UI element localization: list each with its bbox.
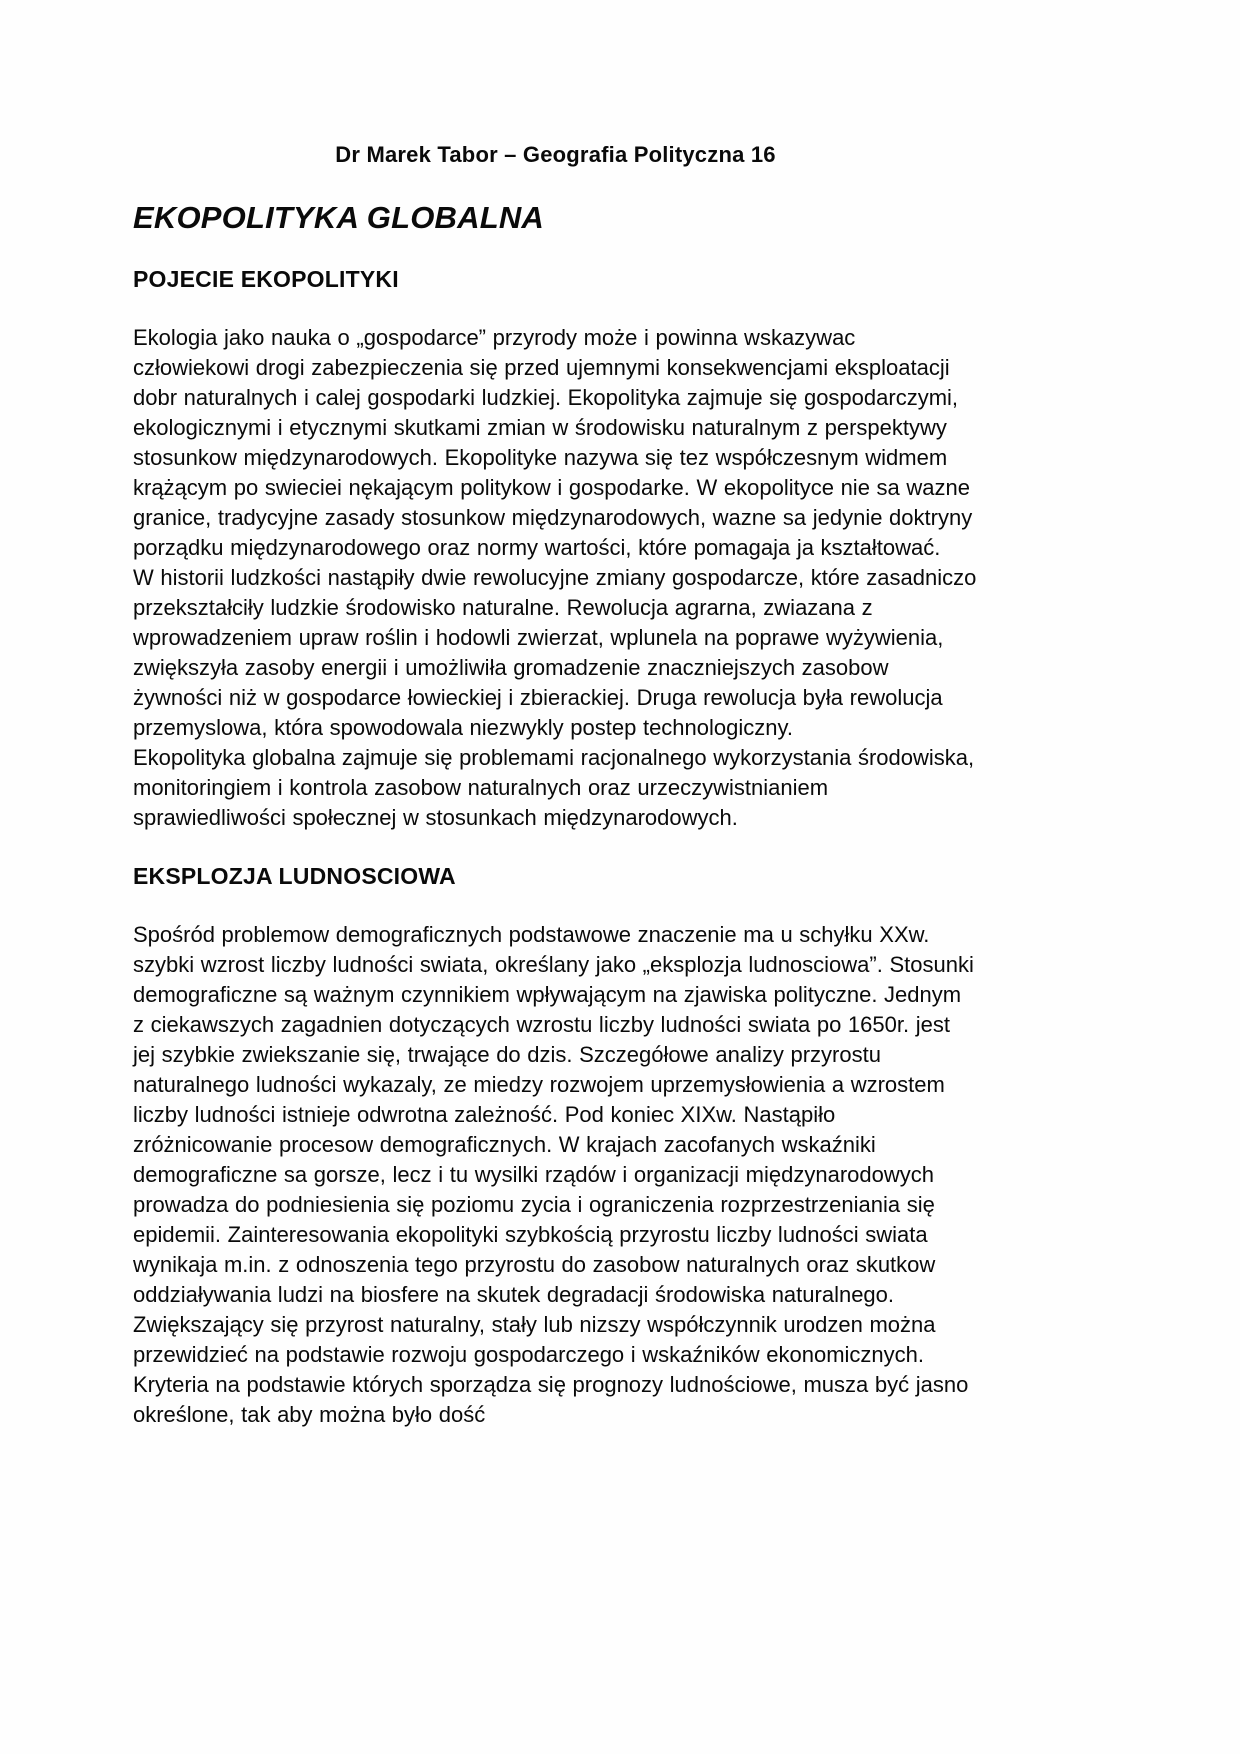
paragraph: Ekopolityka globalna zajmuje się problemami racjonalnego wykorzystania środowiska, monitoringiem i kontrola zasobow naturalnych oraz urzeczywistnianiem sprawiedliwości społecznej w stosunkach międzynarodowych. <box>133 745 975 830</box>
paragraph: W historii ludzkości nastąpiły dwie rewolucyjne zmiany gospodarcze, które zasadniczo przekształciły ludzkie środowisko naturalne. Rewolucja agrarna, zwiazana z wprowadzeniem upraw roślin i hodowli zwierzat, wplunela na poprawe wyżywienia, zwiększyła zasoby energii i umożliwiła gromadzenie znaczniejszych zasobow żywności niż w gospodarce łowieckiej i zbierackiej. Druga rewolucja była rewolucja przemyslowa, która spowodowala niezwykly postep technologiczny. <box>133 565 977 740</box>
document-header: Dr Marek Tabor – Geografia Polityczna 16 <box>335 142 776 167</box>
section-pojecie-ekopolityki <box>133 265 978 833</box>
document-title: EKOPOLITYKA GLOBALNA <box>133 200 545 235</box>
section-heading-eksplozja-ludnosciowa: EKSPLOZJA LUDNOSCIOWA <box>133 863 456 889</box>
document-content <box>133 142 978 1430</box>
paragraph: Ekologia jako nauka o „gospodarce” przyrody może i powinna wskazywac człowiekowi drogi zabezpieczenia się przed ujemnymi konsekwencjami eksploatacji dobr naturalnych i calej gospodarki ludzkiej. Ekopolityka zajmuje się gospodarczymi, ekologicznymi i etycznymi skutkami zmian w środowisku naturalnym z perspektywy stosunkow międzynarodowych. Ekopolityke nazywa się tez współczesnym widmem krążącym po swieciei nękającym politykow i gospodarke. W ekopolityce nie sa wazne granice, tradycyjne zasady stosunkow międzynarodowych, wazne sa jedynie doktryny porządku międzynarodowego oraz normy wartości, które pomagaja ja kształtować. <box>133 325 973 560</box>
section-heading-pojecie-ekopolityki: POJECIE EKOPOLITYKI <box>133 266 399 292</box>
paragraph: Spośród problemow demograficznych podstawowe znaczenie ma u schyłku XXw. szybki wzrost liczby ludności swiata, określany jako „eksplozja ludnosciowa”. Stosunki demograficzne są ważnym czynnikiem wpływającym na zjawiska polityczne. Jednym z ciekawszych zagadnien dotyczących wzrostu liczby ludności swiata po 1650r. jest jej szybkie zwiekszanie się, trwające do dzis. Szczegółowe analizy przyrostu naturalnego ludności wykazaly, ze miedzy rozwojem uprzemysłowienia a wzrostem liczby ludności istnieje odwrotna zależność. Pod koniec XIXw. Nastąpiło zróżnicowanie procesow demograficznych. W krajach zacofanych wskaźniki demograficzne sa gorsze, lecz i tu wysilki rządów i organizacji międzynarodowych prowadza do podniesienia się poziomu zycia i ograniczenia rozprzestrzeniania się epidemii. Zainteresowania ekopolityki szybkością przyrostu liczby ludności swiata wynikaja m.in. z odnoszenia tego przyrostu do zasobow naturalnych oraz skutkow oddziaływania ludzi na biosfere na skutek degradacji środowiska naturalnego. Zwiększający się przyrost naturalny, stały lub nizszy współczynnik urodzen można przewidzieć na podstawie rozwoju gospodarczego i wskaźników ekonomicznych. Kryteria na podstawie których sporządza się prognozy ludnościowe, musza być jasno określone, tak aby można było dość <box>133 922 974 1427</box>
section-eksplozja-ludnosciowa <box>133 862 978 1430</box>
